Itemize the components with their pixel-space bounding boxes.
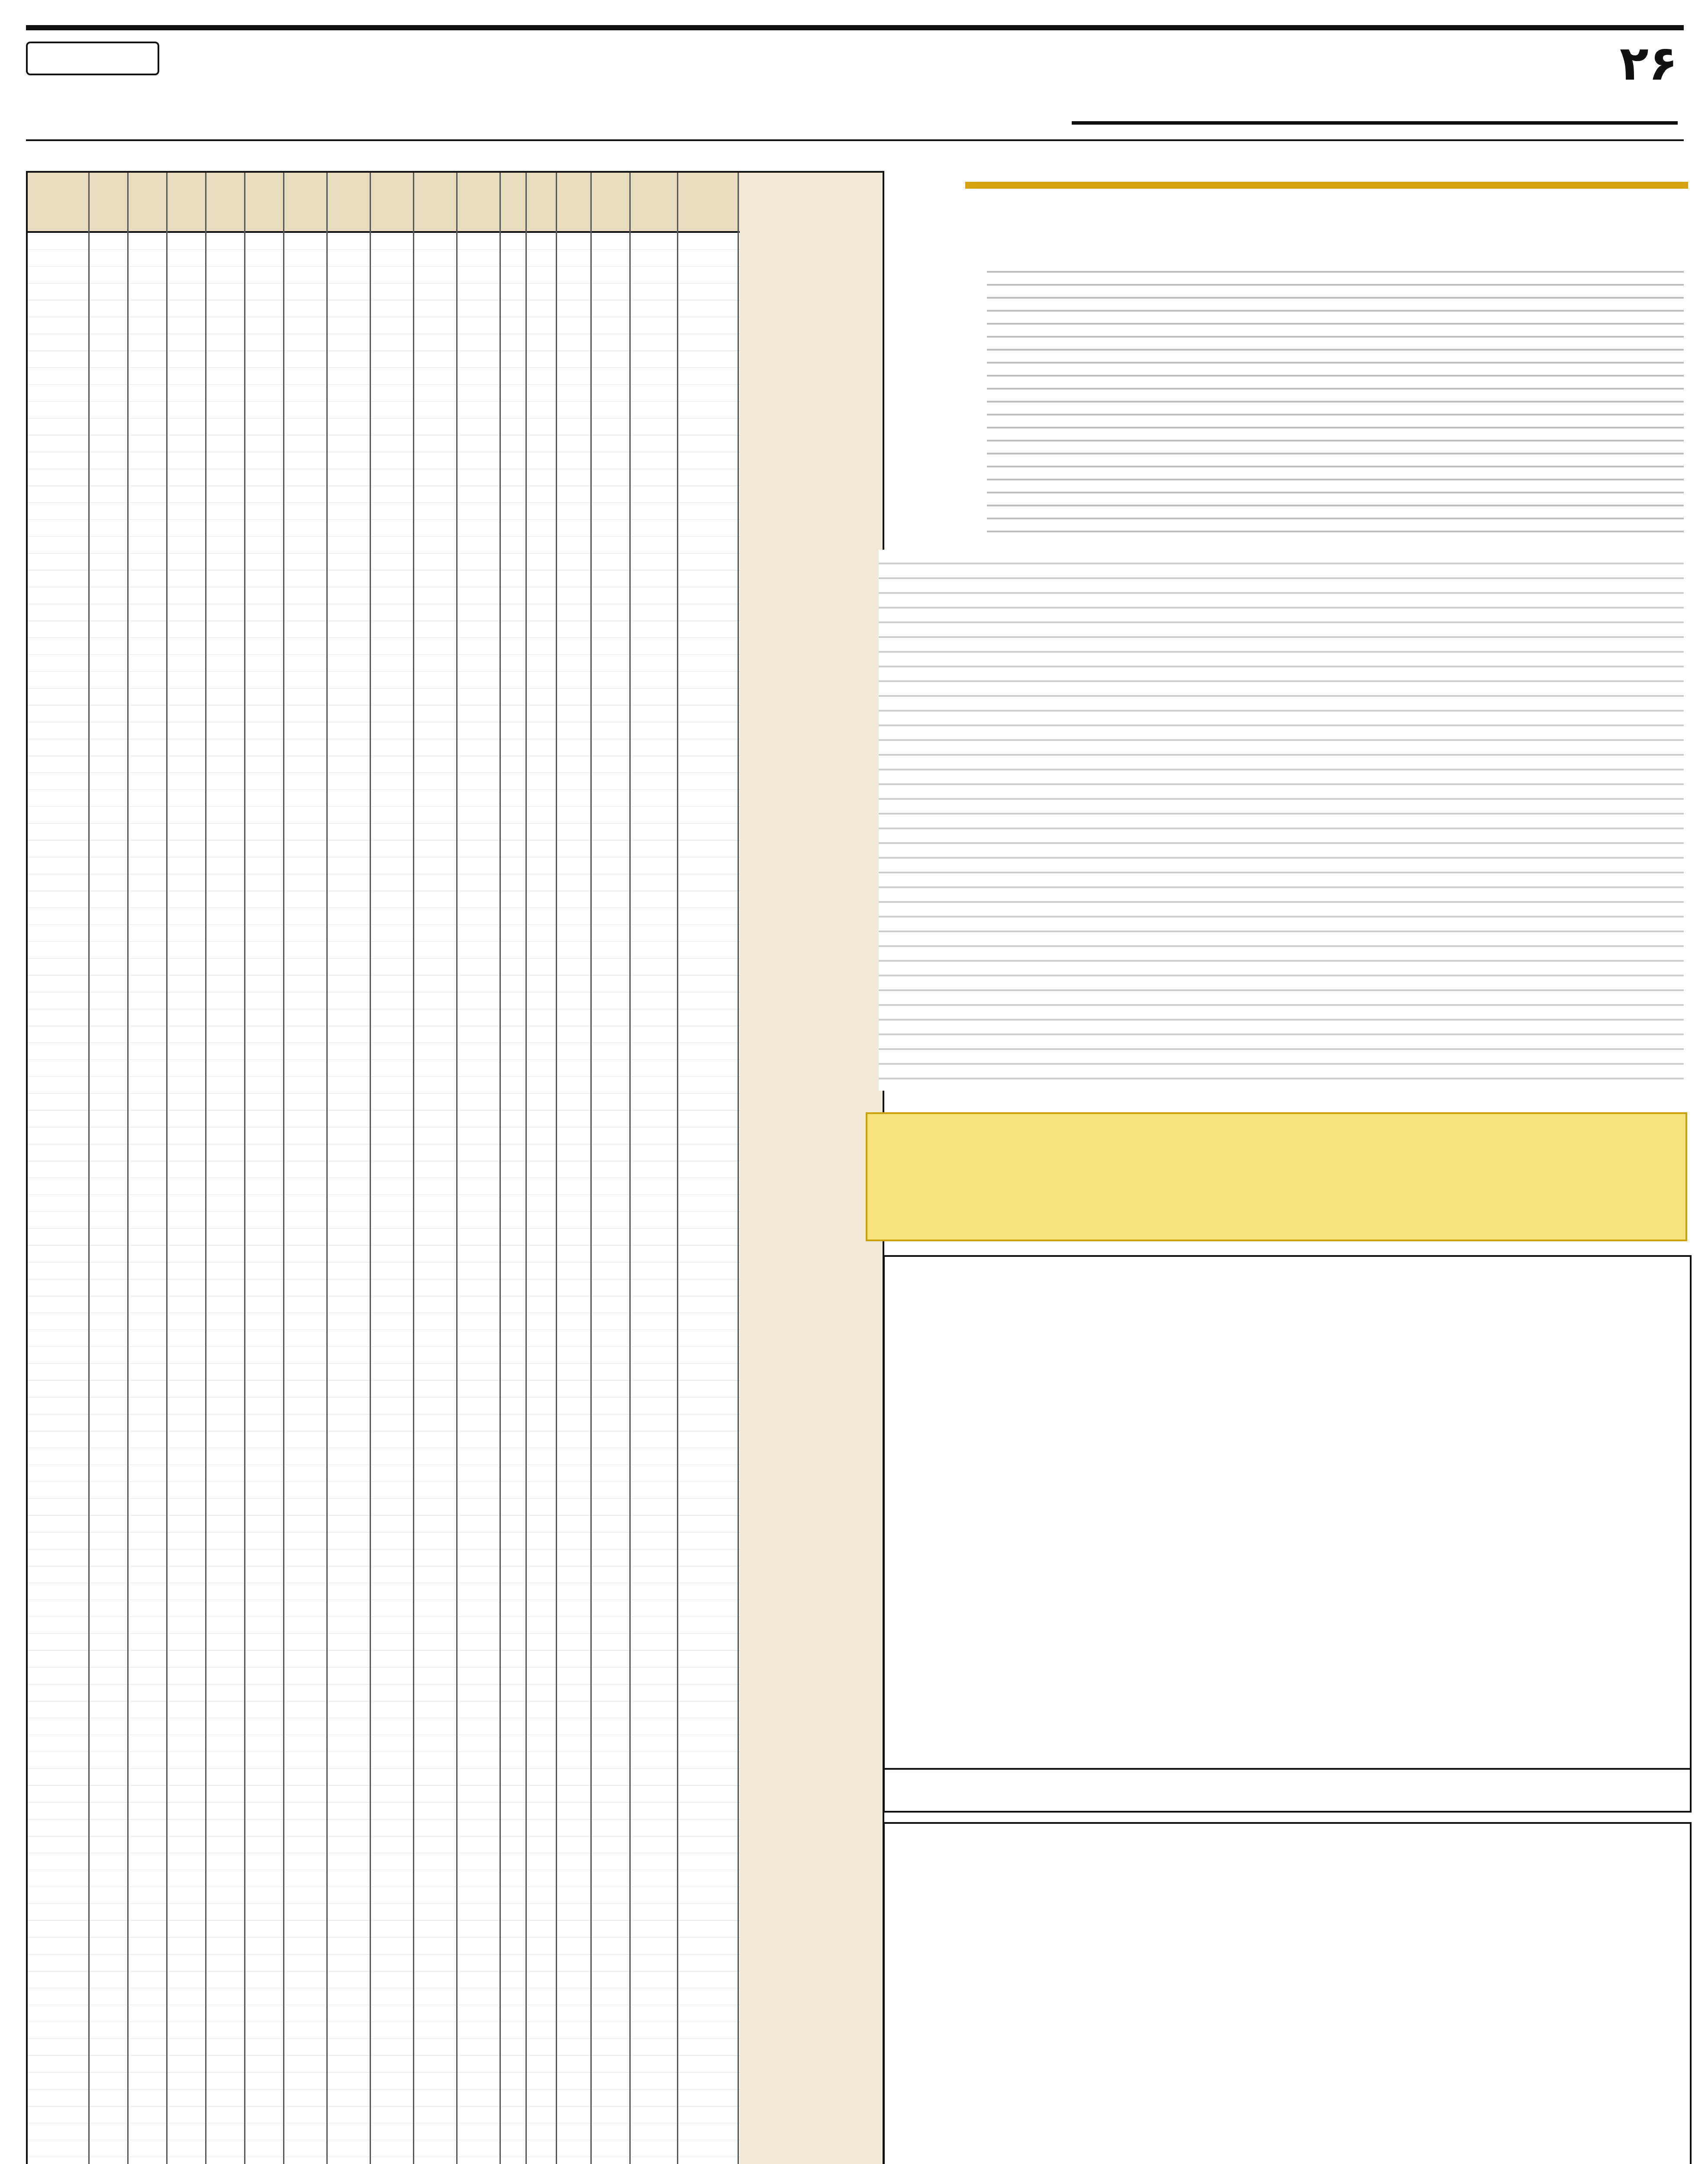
column-rule bbox=[326, 173, 328, 2164]
column-rule bbox=[88, 173, 90, 2164]
column-rule bbox=[244, 173, 245, 2164]
indicator-chart bbox=[883, 1822, 1692, 2164]
stock-table bbox=[26, 171, 884, 2164]
column-rule bbox=[677, 173, 678, 2164]
price-chart bbox=[883, 1255, 1692, 1813]
section-title bbox=[1072, 74, 1678, 125]
column-rule bbox=[283, 173, 284, 2164]
column-rule bbox=[629, 173, 631, 2164]
column-rule bbox=[500, 173, 501, 2164]
column-rule bbox=[590, 173, 592, 2164]
page-number: ۲۶ bbox=[1619, 35, 1678, 91]
concepts-section bbox=[879, 550, 1684, 1091]
column-rule bbox=[205, 173, 206, 2164]
column-rule bbox=[413, 173, 414, 2164]
article-title bbox=[965, 182, 1688, 262]
newspaper-logo bbox=[26, 42, 159, 75]
chart-axis bbox=[885, 1768, 1690, 1811]
column-rule bbox=[127, 173, 129, 2164]
column-rule bbox=[456, 173, 458, 2164]
column-rule bbox=[166, 173, 168, 2164]
note-box bbox=[866, 1112, 1687, 1241]
column-rule bbox=[525, 173, 527, 2164]
article-body-text bbox=[987, 260, 1684, 532]
stock-name-column bbox=[740, 173, 883, 2164]
column-rule bbox=[738, 173, 739, 2164]
column-rule bbox=[370, 173, 371, 2164]
column-rule bbox=[556, 173, 557, 2164]
top-rule bbox=[26, 25, 1684, 30]
issue-info bbox=[26, 122, 1684, 141]
